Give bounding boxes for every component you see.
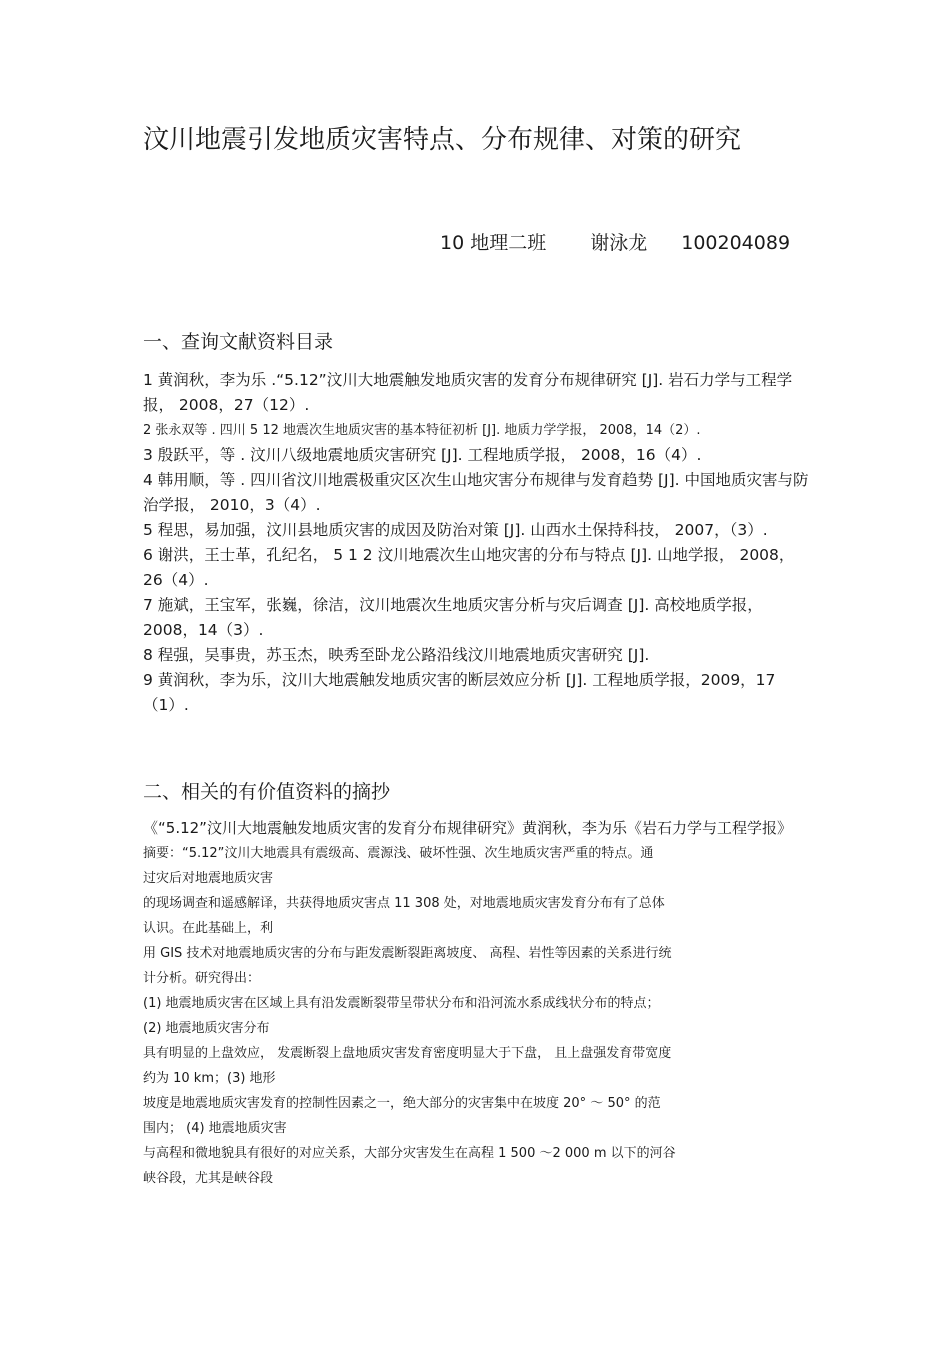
author-class: 10 地理二班 xyxy=(440,232,547,254)
excerpt-source: 《“5.12”汶川大地震触发地质灾害的发育分布规律研究》黄润秋，李为乐《岩石力学与工程学报》 xyxy=(143,819,792,837)
excerpt-line: 用 GIS 技术对地震地质灾害的分布与距发震断裂距离坡度、 高程、岩性等因素的关系进行统 xyxy=(143,946,672,961)
excerpt-line: 围内； (4) 地震地质灾害 xyxy=(143,1121,287,1136)
author-id: 100204089 xyxy=(681,232,791,254)
reference-item: 1 黄润秋，李为乐 .“5.12”汶川大地震触发地质灾害的发育分布规律研究 [J]. 岩石力学与工程学报， 2008，27（12）. xyxy=(143,371,793,414)
reference-item: 9 黄润秋，李为乐，汶川大地震触发地质灾害的断层效应分析 [J]. 工程地质学报，2009，17（1）. xyxy=(143,671,776,714)
reference-item: 2 张永双等 . 四川 5 12 地震次生地质灾害的基本特征初析 [J]. 地质力学学报， 2008，14（2）. xyxy=(143,423,701,438)
excerpt-line: (2) 地震地质灾害分布 xyxy=(143,1021,270,1036)
excerpt-line: (1) 地震地质灾害在区域上具有沿发震断裂带呈带状分布和沿河流水系成线状分布的特点； xyxy=(143,996,660,1011)
excerpt-line: 峡谷段，尤其是峡谷段 xyxy=(143,1171,274,1186)
reference-item: 7 施斌，王宝军，张巍，徐洁，汶川地震次生地质灾害分析与灾后调查 [J]. 高校地质学报， 2008，14（3）. xyxy=(143,596,763,639)
excerpt-block xyxy=(143,816,813,1191)
excerpt-line: 摘要：“5.12”汶川大地震具有震级高、震源浅、破坏性强、次生地质灾害严重的特点。通 xyxy=(143,846,654,861)
section-heading-references: 一、查询文献资料目录 xyxy=(143,331,334,353)
excerpt-line: 与高程和微地貌具有很好的对应关系，大部分灾害发生在高程 1 500 ～2 000 m 以下的河谷 xyxy=(143,1146,676,1161)
excerpt-line: 约为 10 km；(3) 地形 xyxy=(143,1071,276,1086)
excerpt-line: 具有明显的上盘效应， 发震断裂上盘地质灾害发育密度明显大于下盘， 且上盘强发育带宽度 xyxy=(143,1046,672,1061)
excerpt-line: 计分析。研究得出： xyxy=(143,971,261,986)
reference-item: 6 谢洪，王士革，孔纪名， 5 1 2 汶川地震次生山地灾害的分布与特点 [J]. 山地学报， 2008，26（4）. xyxy=(143,546,795,589)
reference-item: 5 程思，易加强，汶川县地质灾害的成因及防治对策 [J]. 山西水土保持科技， 2007，（3）. xyxy=(143,521,768,539)
reference-list xyxy=(143,368,811,718)
reference-item: 8 程强，吴事贵，苏玉杰，映秀至卧龙公路沿线汶川地震地质灾害研究 [J]. xyxy=(143,646,650,664)
excerpt-line: 坡度是地震地质灾害发育的控制性因素之一，绝大部分的灾害集中在坡度 20° ～ 50° 的范 xyxy=(143,1096,661,1111)
reference-item: 4 韩用顺，等 . 四川省汶川地震极重灾区次生山地灾害分布规律与发育趋势 [J]. 中国地质灾害与防治学报， 2010，3（4）. xyxy=(143,471,809,514)
excerpt-line: 过灾后对地震地质灾害 xyxy=(143,871,274,886)
document-title: 汶川地震引发地质灾害特点、分布规律、对策的研究 xyxy=(143,125,742,155)
section-heading-excerpts: 二、相关的有价值资料的摘抄 xyxy=(143,781,391,803)
author-name: 谢泳龙 xyxy=(590,232,648,254)
author-line xyxy=(440,228,860,258)
excerpt-line: 的现场调查和遥感解译，共获得地质灾害点 11 308 处，对地震地质灾害发育分布有了总体 xyxy=(143,896,665,911)
excerpt-line: 认识。在此基础上，利 xyxy=(143,921,274,936)
reference-item: 3 殷跃平，等 . 汶川八级地震地质灾害研究 [J]. 工程地质学报， 2008，16（4）. xyxy=(143,446,702,464)
